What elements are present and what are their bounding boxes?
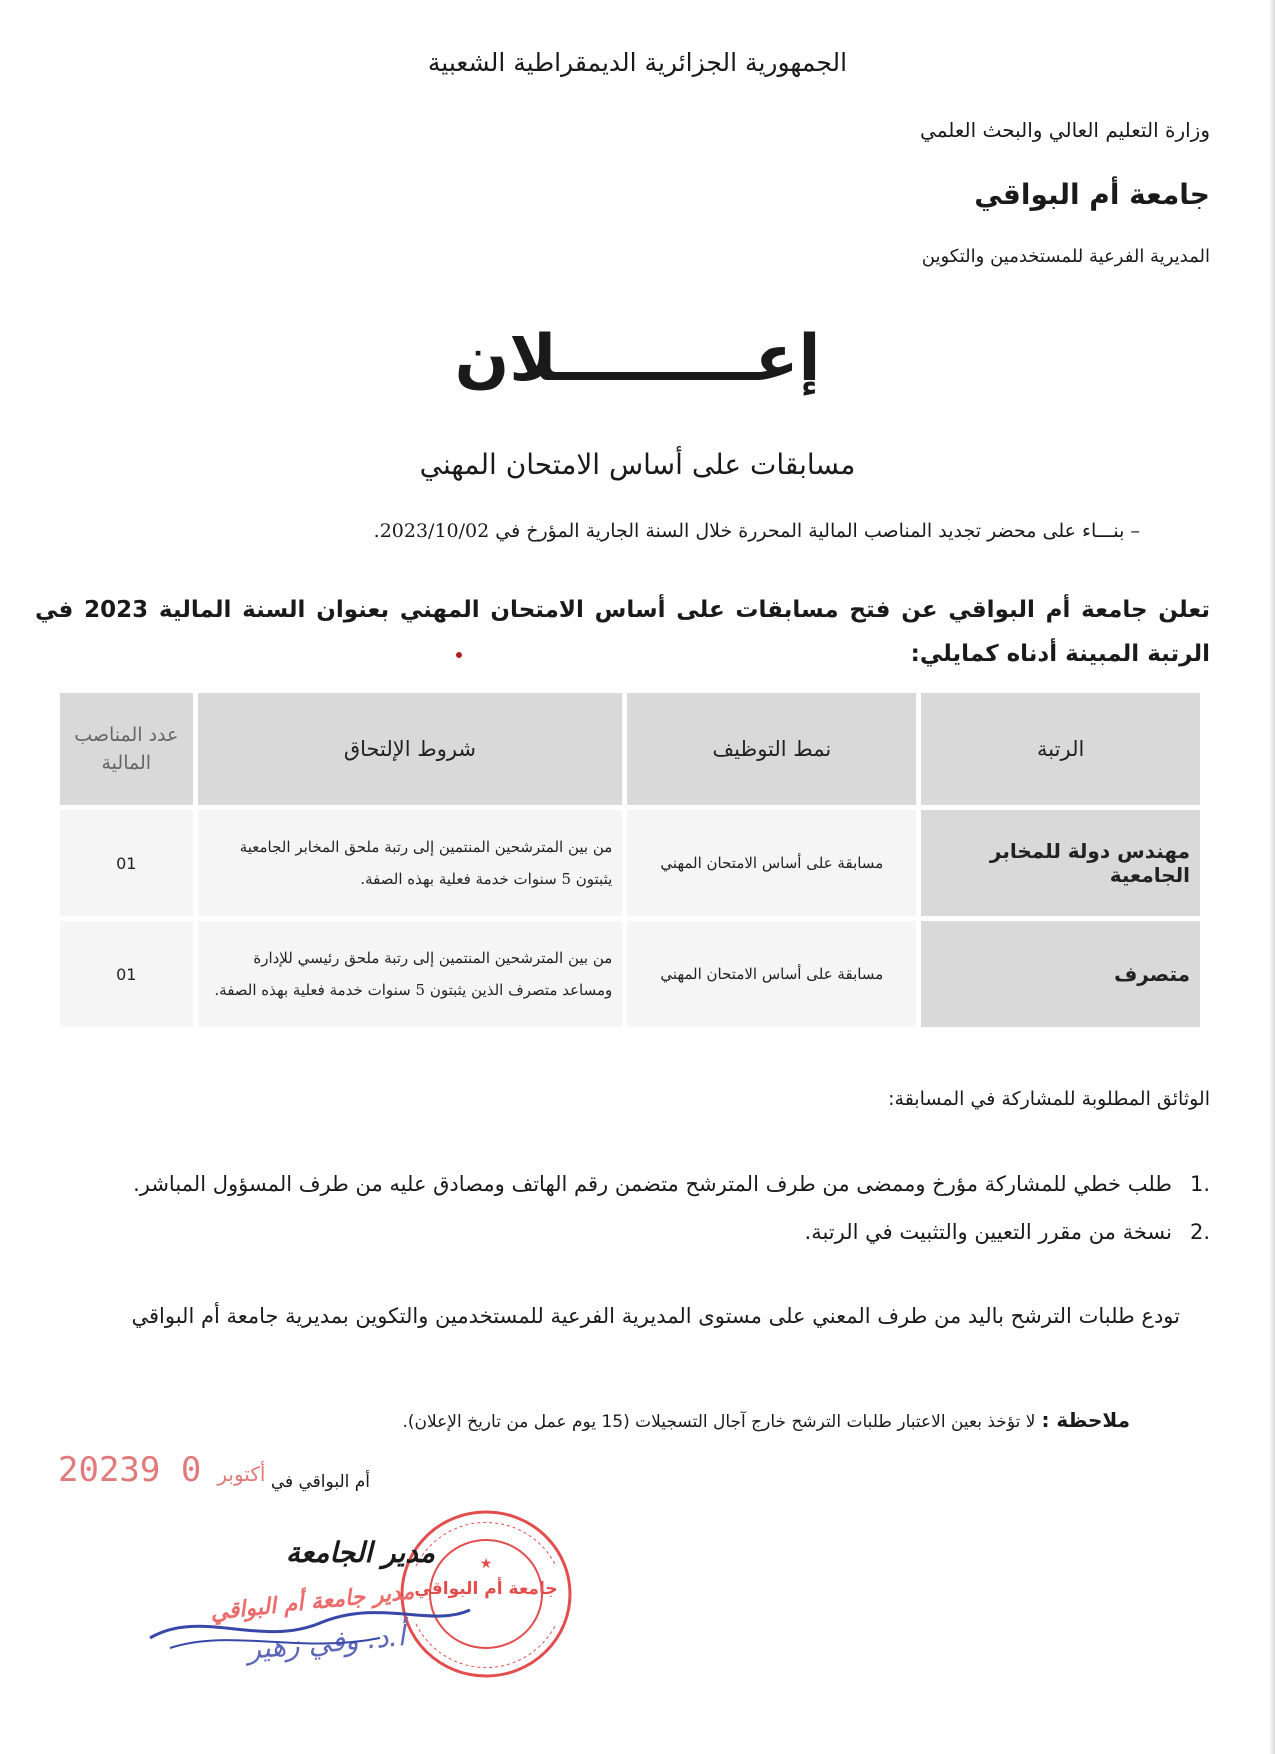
header-rank: الرتبة [921, 693, 1200, 805]
seal-text: جامعة أم البواقي [414, 1579, 558, 1599]
note-label: ملاحظة : [1041, 1408, 1130, 1432]
date-stamp [58, 1450, 281, 1490]
place-line: أم البواقي في [270, 1472, 370, 1492]
list-text: طلب خطي للمشاركة مؤرخ وممضى من طرف المترشح متضمن رقم الهاتف ومصادق عليه من طرف المسؤول المباشر. [133, 1172, 1172, 1196]
legal-basis: – بنـــاء على محضر تجديد المناصب المالية المحررة خلال السنة الجارية المؤرخ في 2023/10/02. [373, 520, 1140, 542]
cell-rank: مهندس دولة للمخابر الجامعية [921, 810, 1200, 916]
state-header: الجمهورية الجزائرية الديمقراطية الشعبية [427, 48, 848, 77]
director-title: مدير الجامعة [285, 1536, 435, 1569]
header-conditions: شروط الإلتحاق [198, 693, 623, 805]
deposit-instructions: تودع طلبات الترشح باليد من طرف المعني على مستوى المديرية الفرعية للمستخدمين والتكوين بمديرية جامعة أم البواقي [131, 1304, 1180, 1328]
announcement-title: إعـــــــــلان [454, 322, 821, 396]
department-header: المديرية الفرعية للمستخدمين والتكوين [921, 246, 1210, 267]
table-row [60, 921, 1200, 1027]
table-row [60, 810, 1200, 916]
positions-table [55, 688, 1205, 1032]
director-stamp-text: مدير جامعة أم البواقي [209, 1579, 416, 1626]
handwritten-signature [140, 1598, 480, 1658]
cell-conditions: من بين المترشحين المنتمين إلى رتبة ملحق رئيسي للإدارة ومساعد متصرف الذين يثبتون 5 سنوات خدمة فعلية بهذه الصفة. [198, 921, 623, 1027]
header-mode: نمط التوظيف [627, 693, 916, 805]
intro-paragraph: تعلن جامعة أم البواقي عن فتح مسابقات على أساس الامتحان المهني بعنوان السنة المالية 2023 في الرتبة المبينة أدناه كمايلي: [35, 597, 1210, 667]
note [402, 1408, 1130, 1432]
list-text: نسخة من مقرر التعيين والتثبيت في الرتبة. [804, 1220, 1172, 1244]
list-number: .1 [1189, 1172, 1210, 1196]
date-month: أكتوبر [217, 1462, 266, 1486]
documents-title: الوثائق المطلوبة للمشاركة في المسابقة: [888, 1088, 1210, 1110]
cell-mode: مسابقة على أساس الامتحان المهني [627, 921, 916, 1027]
ministry-header: وزارة التعليم العالي والبحث العلمي [920, 118, 1210, 142]
list-item [40, 1208, 1210, 1256]
date-year: 2023 [58, 1450, 140, 1490]
list-item [40, 1160, 1210, 1208]
list-number: .2 [1189, 1220, 1210, 1244]
ink-dot [456, 652, 462, 658]
table-header-row [60, 693, 1200, 805]
announcement-subtitle: مسابقات على أساس الامتحان المهني [419, 448, 856, 481]
university-header: جامعة أم البواقي [974, 178, 1210, 211]
seal-star: ★ [479, 1556, 493, 1572]
cell-count: 01 [60, 810, 193, 916]
header-count: عدد المناصب المالية [60, 693, 193, 805]
cell-rank: متصرف [921, 921, 1200, 1027]
cell-mode: مسابقة على أساس الامتحان المهني [627, 810, 916, 916]
date-day: 0 9 [139, 1450, 202, 1490]
scan-edge-shadow [1269, 0, 1275, 1754]
documents-list [40, 1160, 1210, 1256]
cell-conditions: من بين المترشحين المنتمين إلى رتبة ملحق المخابر الجامعية يثبتون 5 سنوات خدمة فعلية بهذه الصفة. [198, 810, 623, 916]
director-name: أ.د. وفي زهير [245, 1619, 407, 1666]
cell-count: 01 [60, 921, 193, 1027]
note-text: لا تؤخذ بعين الاعتبار طلبات الترشح خارج آجال التسجيلات (15 يوم عمل من تاريخ الإعلان). [402, 1412, 1036, 1432]
